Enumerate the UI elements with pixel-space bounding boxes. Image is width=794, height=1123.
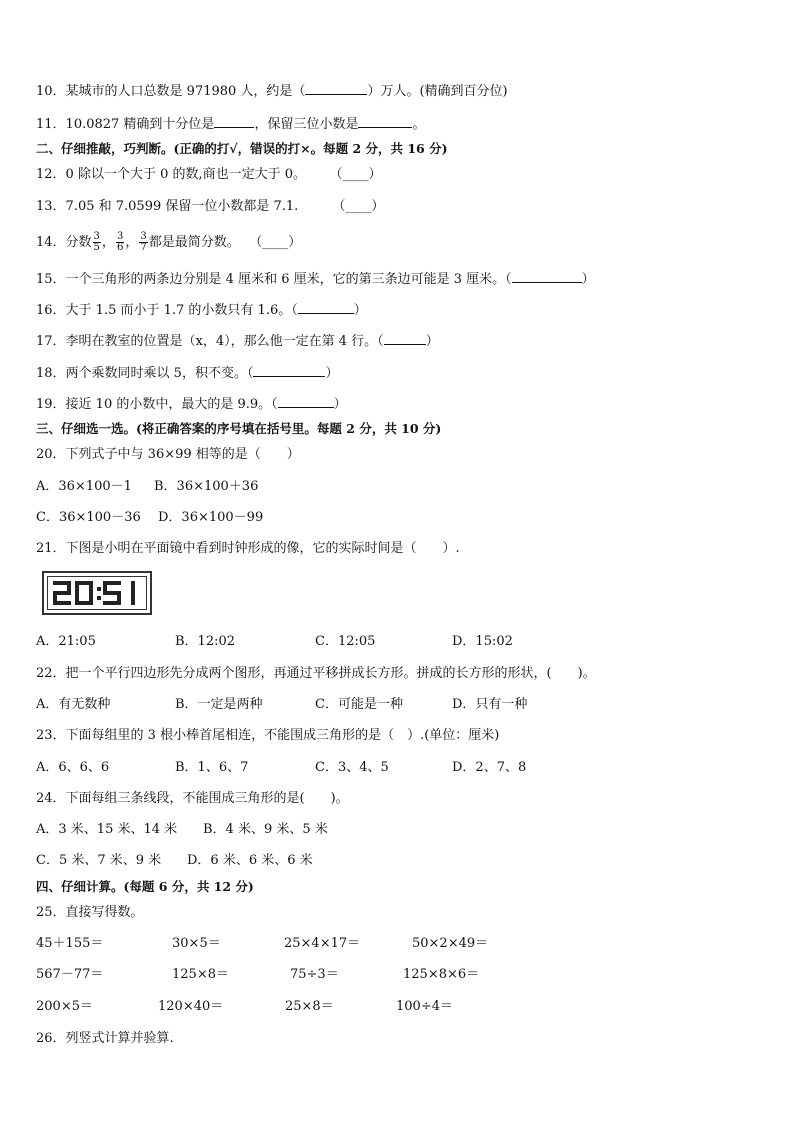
calc-item: 567－77＝ bbox=[36, 967, 104, 982]
question-17 bbox=[36, 332, 439, 351]
calc-item: 125×8×6＝ bbox=[403, 967, 480, 982]
q15-text: 15．一个三角形的两条边分别是 4 厘米和 6 厘米，它的第三条边可能是 3 厘米。（ bbox=[36, 272, 512, 287]
q18-text-end: ） bbox=[325, 366, 339, 381]
question-21: 21．下图是小明在平面镜中看到时钟形成的像，它的实际时间是（ ）. bbox=[36, 541, 460, 556]
q17-text-end: ） bbox=[425, 334, 439, 349]
calc-item: 120×40＝ bbox=[158, 999, 224, 1014]
question-13 bbox=[36, 198, 384, 216]
option-c[interactable]: C．36×100－36 bbox=[36, 510, 141, 525]
calc-item: 125×8＝ bbox=[172, 967, 229, 982]
numerator: 3 bbox=[93, 231, 100, 242]
separator: ， bbox=[125, 235, 139, 250]
question-15 bbox=[36, 270, 595, 289]
q13-text: 13．7.05 和 7.0599 保留一位小数都是 7.1. bbox=[36, 199, 299, 214]
question-11 bbox=[36, 115, 425, 134]
calc-item: 50×2×49＝ bbox=[412, 936, 489, 951]
question-14 bbox=[36, 230, 301, 256]
answer-paren[interactable]: （____） bbox=[255, 235, 302, 250]
q19-text-end: ） bbox=[333, 397, 347, 412]
q11-text-end: 。 bbox=[412, 117, 426, 132]
option-c[interactable]: C．3、4、5 bbox=[315, 760, 389, 775]
answer-blank[interactable] bbox=[512, 270, 582, 283]
q14-text: 14．分数 bbox=[36, 235, 92, 250]
fraction bbox=[139, 232, 147, 253]
calc-item: 75÷3＝ bbox=[290, 967, 339, 982]
option-d[interactable]: D．36×100－99 bbox=[158, 510, 264, 525]
question-26: 26．列竖式计算并验算. bbox=[36, 1031, 174, 1046]
option-b[interactable]: B．4 米、9 米、5 米 bbox=[203, 822, 328, 837]
answer-blank[interactable] bbox=[384, 332, 426, 345]
answer-paren[interactable]: （____） bbox=[332, 199, 385, 214]
fraction bbox=[93, 232, 101, 253]
clock-digits bbox=[45, 574, 149, 612]
answer-blank[interactable] bbox=[298, 301, 354, 314]
option-c[interactable]: C．12:05 bbox=[315, 634, 376, 649]
option-d[interactable]: D．15:02 bbox=[452, 634, 513, 649]
answer-blank[interactable] bbox=[214, 115, 254, 128]
q19-text: 19．接近 10 的小数中，最大的是 9.9。（ bbox=[36, 397, 278, 412]
option-a[interactable]: A．6、6、6 bbox=[36, 760, 110, 775]
question-10 bbox=[36, 82, 508, 101]
denominator: 5 bbox=[93, 242, 100, 253]
question-23: 23．下面每组里的 3 根小棒首尾相连，不能围成三角形的是（ ）.(单位：厘米) bbox=[36, 728, 500, 743]
option-d[interactable]: D．6 米、6 米、6 米 bbox=[187, 853, 313, 868]
question-16 bbox=[36, 301, 367, 320]
option-a[interactable]: A．21:05 bbox=[36, 634, 96, 649]
question-24: 24．下面每组三条线段，不能围成三角形的是( )。 bbox=[36, 791, 349, 806]
option-b[interactable]: B．1、6、7 bbox=[175, 760, 249, 775]
option-a[interactable]: A．有无数种 bbox=[36, 697, 111, 712]
q11-text-mid: ，保留三位小数是 bbox=[254, 117, 359, 132]
denominator: 7 bbox=[140, 242, 147, 253]
fraction bbox=[116, 232, 124, 253]
option-b[interactable]: B．一定是两种 bbox=[175, 697, 263, 712]
answer-blank[interactable] bbox=[305, 82, 367, 95]
q17-text: 17．李明在教室的位置是（x，4），那么他一定在第 4 行。（ bbox=[36, 334, 384, 349]
option-c[interactable]: C．可能是一种 bbox=[315, 697, 403, 712]
section-4-heading: 四、仔细计算。(每题 6 分，共 12 分) bbox=[36, 879, 254, 894]
q14-text-end: 都是最简分数。 bbox=[148, 235, 240, 250]
question-19 bbox=[36, 395, 347, 414]
question-18 bbox=[36, 364, 338, 383]
q12-text: 12．0 除以一个大于 0 的数,商也一定大于 0。 bbox=[36, 167, 307, 182]
q18-text: 18．两个乘数同时乘以 5，积不变。（ bbox=[36, 366, 254, 381]
digital-clock-image bbox=[42, 571, 152, 615]
q11-text: 11．10.0827 精确到十分位是 bbox=[36, 117, 215, 132]
section-2-heading: 二、仔细推敲，巧判断。(正确的打√，错误的打×。每题 2 分，共 16 分) bbox=[36, 141, 448, 156]
option-d[interactable]: D．2、7、8 bbox=[452, 760, 527, 775]
calc-item: 200×5＝ bbox=[36, 999, 93, 1014]
option-d[interactable]: D．只有一种 bbox=[452, 697, 528, 712]
q16-text-end: ） bbox=[353, 303, 367, 318]
answer-paren[interactable]: （____） bbox=[336, 167, 382, 182]
calc-item: 45＋155＝ bbox=[36, 936, 104, 951]
q10-text: 10．某城市的人口总数是 971980 人，约是（ bbox=[36, 84, 306, 99]
calc-item: 100÷4＝ bbox=[396, 999, 453, 1014]
option-b[interactable]: B．12:02 bbox=[175, 634, 236, 649]
calc-item: 25×4×17＝ bbox=[284, 936, 361, 951]
numerator: 3 bbox=[116, 231, 124, 242]
numerator: 3 bbox=[140, 231, 147, 242]
calc-item: 25×8＝ bbox=[285, 999, 334, 1014]
answer-blank[interactable] bbox=[278, 395, 334, 408]
option-a[interactable]: A．36×100－1 bbox=[36, 479, 132, 494]
answer-blank[interactable] bbox=[358, 115, 412, 128]
answer-blank[interactable] bbox=[253, 364, 325, 377]
option-c[interactable]: C．5 米、7 米、9 米 bbox=[36, 853, 162, 868]
denominator: 6 bbox=[116, 242, 124, 253]
question-20: 20．下列式子中与 36×99 相等的是（ ） bbox=[36, 447, 300, 462]
option-a[interactable]: A．3 米、15 米、14 米 bbox=[36, 822, 178, 837]
q10-text-end: ）万人。(精确到百分位) bbox=[367, 84, 508, 99]
calc-item: 30×5＝ bbox=[172, 936, 221, 951]
q16-text: 16．大于 1.5 而小于 1.7 的小数只有 1.6。（ bbox=[36, 303, 298, 318]
option-b[interactable]: B．36×100＋36 bbox=[154, 479, 259, 494]
separator: ， bbox=[101, 235, 115, 250]
question-12 bbox=[36, 166, 382, 184]
question-22: 22．把一个平行四边形先分成两个图形，再通过平移拼成长方形。拼成的长方形的形状，( )。 bbox=[36, 666, 596, 681]
q15-text-end: ） bbox=[581, 272, 595, 287]
section-3-heading: 三、仔细选一选。(将正确答案的序号填在括号里。每题 2 分，共 10 分) bbox=[36, 421, 442, 436]
question-25: 25．直接写得数。 bbox=[36, 905, 144, 920]
